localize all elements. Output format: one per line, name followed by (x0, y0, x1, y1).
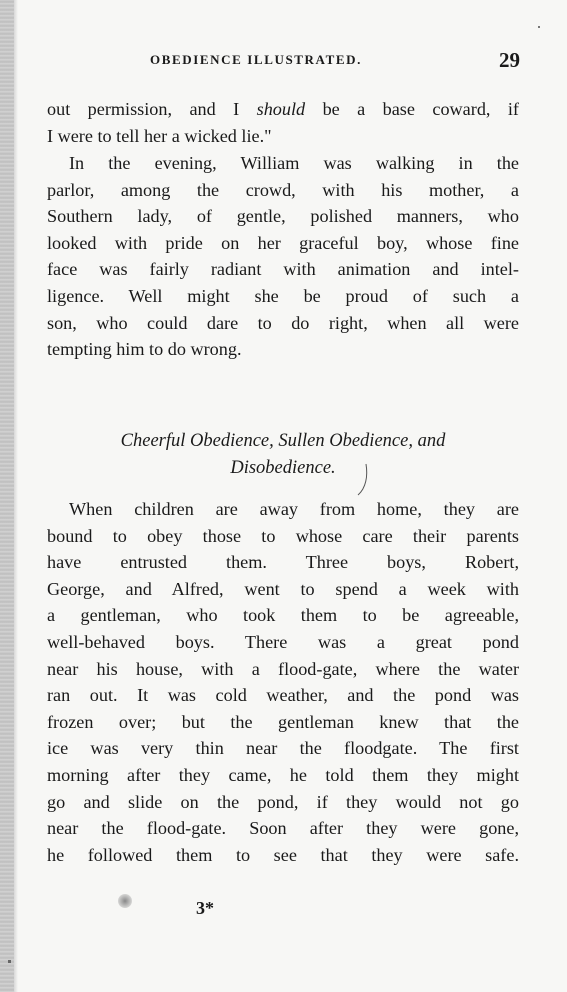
paragraph-2 (47, 150, 519, 363)
ink-blot-icon (118, 894, 132, 908)
text-line: ran out. It was cold weather, and the pond was (47, 685, 519, 706)
text-line: George, and Alfred, went to spend a week with (47, 578, 519, 599)
page-header (150, 50, 520, 76)
speck-icon (538, 26, 540, 28)
pen-mark-icon (356, 462, 370, 498)
text-line: frozen over; but the gentleman knew that the (47, 711, 519, 732)
text-line: near the flood-gate. Soon after they were gone, (47, 818, 519, 839)
text-line: he followed them to see that they were safe. (47, 844, 519, 865)
text-line: When children are away from home, they are (69, 499, 519, 519)
paragraph-1 (47, 96, 519, 149)
heading-line-2: Disobedience. (230, 458, 336, 478)
running-title: OBEDIENCE ILLUSTRATED. (150, 52, 362, 67)
text-segment: out permission, and I (47, 99, 257, 119)
text-line: go and slide on the pond, if they would not go (47, 791, 519, 812)
emphasis-should: should (256, 99, 306, 119)
text-line: parlor, among the crowd, with his mother, a (47, 179, 519, 200)
text-line: a gentleman, who took them to be agreeable, (47, 605, 519, 626)
page-gutter-shadow (0, 0, 14, 992)
page-number: 29 (499, 48, 520, 72)
text-line: morning after they came, he told them they might (47, 764, 519, 785)
text-line: looked with pride on her graceful boy, whose fine (47, 232, 519, 253)
text-line: bound to obey those to whose care their parents (47, 525, 519, 546)
text-line (47, 96, 519, 123)
speck-icon (8, 960, 11, 963)
text-line: son, who could dare to do right, when all were (47, 312, 519, 333)
signature-mark: 3* (196, 898, 214, 918)
text-line: ligence. Well might she be proud of such a (47, 285, 519, 306)
text-line: I were to tell her a wicked lie." (47, 125, 272, 146)
text-line: tempting him to do wrong. (47, 339, 242, 360)
text-line: well-behaved boys. There was a great pond (47, 631, 519, 652)
text-line: have entrusted them. Three boys, Robert, (47, 552, 519, 573)
page-gutter-edge (14, 0, 18, 992)
text-line: near his house, with a flood-gate, where the water (47, 658, 519, 679)
text-line: In the evening, William was walking in the (69, 153, 519, 173)
paragraph-3 (47, 496, 519, 868)
heading-line-1: Cheerful Obedience, Sullen Obedience, and (120, 431, 446, 451)
section-heading (47, 428, 519, 482)
text-segment: be a base coward, if (305, 99, 519, 119)
text-line: ice was very thin near the floodgate. The first (47, 738, 519, 759)
text-line: Southern lady, of gentle, polished manners, who (47, 206, 519, 227)
text-line: face was fairly radiant with animation and intel- (47, 259, 519, 280)
